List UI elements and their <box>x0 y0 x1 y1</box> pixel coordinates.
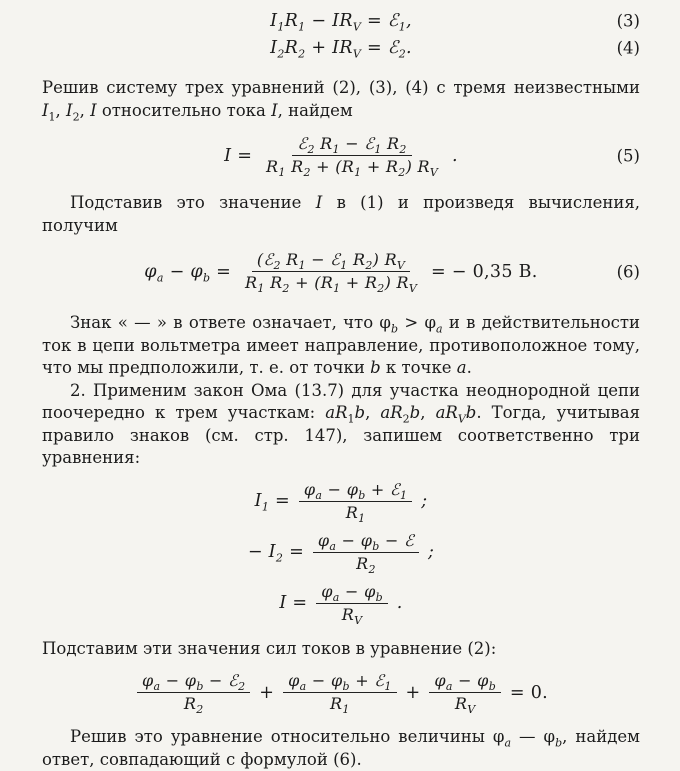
equation-current-1-body: $I_1$ = $\frac{\varphi_a - \varphi_b + ℰ_1}{R_1}$ ; <box>254 479 428 525</box>
fraction: $\frac{\varphi_a - \varphi_b + ℰ_1}{R_1}$ <box>283 671 396 714</box>
fraction: $\frac{\varphi_a - \varphi_b - ℰ}{R_2}$ <box>313 531 419 574</box>
fraction: $\frac{\varphi_a - \varphi_b}{R_V}$ <box>429 671 501 714</box>
equation-current-v-body: I = $\frac{\varphi_a - \varphi_b}{R_V}$ . <box>279 581 403 627</box>
equation-5-number: (5) <box>616 146 640 165</box>
equation-4 <box>42 35 640 61</box>
fraction: $\frac{ℰ_2 R_1 - ℰ_1 R_2}{R_1 R_2 + (R_1 + R_2) R_V}$ <box>266 134 439 180</box>
paragraph-solve-system: Решив систему трех уравнений (2), (3), (4) с тремя неизвестными $I_1$, $I_2$, I относительно тока I, найдем <box>42 78 640 123</box>
fraction: $\frac{\varphi_a - \varphi_b + ℰ_1}{R_1}$ <box>299 480 412 523</box>
equation-current-2 <box>42 531 640 574</box>
fraction: $\frac{(ℰ_2 R_1 - ℰ_1 R_2) R_V}{R_1 R_2 + (R_1 + R_2) R_V}$ <box>245 250 418 296</box>
equation-sum-body: $\frac{\varphi_a - \varphi_b - ℰ_2}{R_2}$ + $\frac{\varphi_a - \varphi_b + ℰ_1}{R_1}$ + $\frac{\varphi_a - \varphi_b}{R_V}$ = 0. <box>134 671 548 714</box>
equation-sum <box>42 671 640 717</box>
equation-current-1 <box>42 480 640 523</box>
equation-3-number: (3) <box>616 11 640 31</box>
equation-6-body: $\varphi_a - \varphi_b$ = $\frac{(ℰ_2 R_1 - ℰ_1 R_2) R_V}{R_1 R_2 + (R_1 + R_2) R_V}$ = − 0,35 В. <box>144 250 538 296</box>
equation-4-number: (4) <box>616 38 640 58</box>
equation-3 <box>42 8 640 34</box>
equation-current-2-body: − $I_2$ = $\frac{\varphi_a - \varphi_b - ℰ}{R_2}$ ; <box>247 530 435 576</box>
paragraph-sign-explanation: Знак « — » в ответе означает, что $\varphi_b > \varphi_a$ и в действительности ток в цепи вольтметра имеет направление, противоположное тому, что мы предположили, т. е. от точки b к точке a. <box>42 313 640 377</box>
equation-current-v <box>42 582 640 625</box>
fraction: $\frac{\varphi_a - \varphi_b - ℰ_2}{R_2}$ <box>137 671 250 714</box>
paragraph-substitute-value: Подставив это значение I в (1) и произведя вычисления, получим <box>42 193 640 235</box>
fraction: $\frac{\varphi_a - \varphi_b}{R_V}$ <box>316 582 388 625</box>
paragraph-ohms-law: 2. Применим закон Ома (13.7) для участка неоднородной цепи поочередно к трем участкам: $aR_1b$, $aR_2b$, $aR_Vb$. Тогда, учитывая правило знаков (см. стр. 147), запишем соответственно три уравнения: <box>42 380 640 467</box>
equation-6-number: (6) <box>616 262 640 281</box>
paragraph-conclusion: Решив это уравнение относительно величины $\varphi_a$ — $\varphi_b$, найдем ответ, совпадающий с формулой (6). <box>42 727 640 769</box>
equation-5-body: I = $\frac{ℰ_2 R_1 - ℰ_1 R_2}{R_1 R_2 + (R_1 + R_2) R_V}$ . <box>224 134 458 180</box>
equation-5 <box>42 134 640 180</box>
equation-6 <box>42 250 640 296</box>
equation-3-body: $I_1R_1 - IR_V$ = ℰ$_1$, <box>270 11 412 34</box>
equation-4-body: $I_2R_2 + IR_V$ = ℰ$_2$. <box>270 38 412 61</box>
paragraph-substitute-currents: Подставим эти значения сил токов в уравнение (2): <box>42 638 497 658</box>
